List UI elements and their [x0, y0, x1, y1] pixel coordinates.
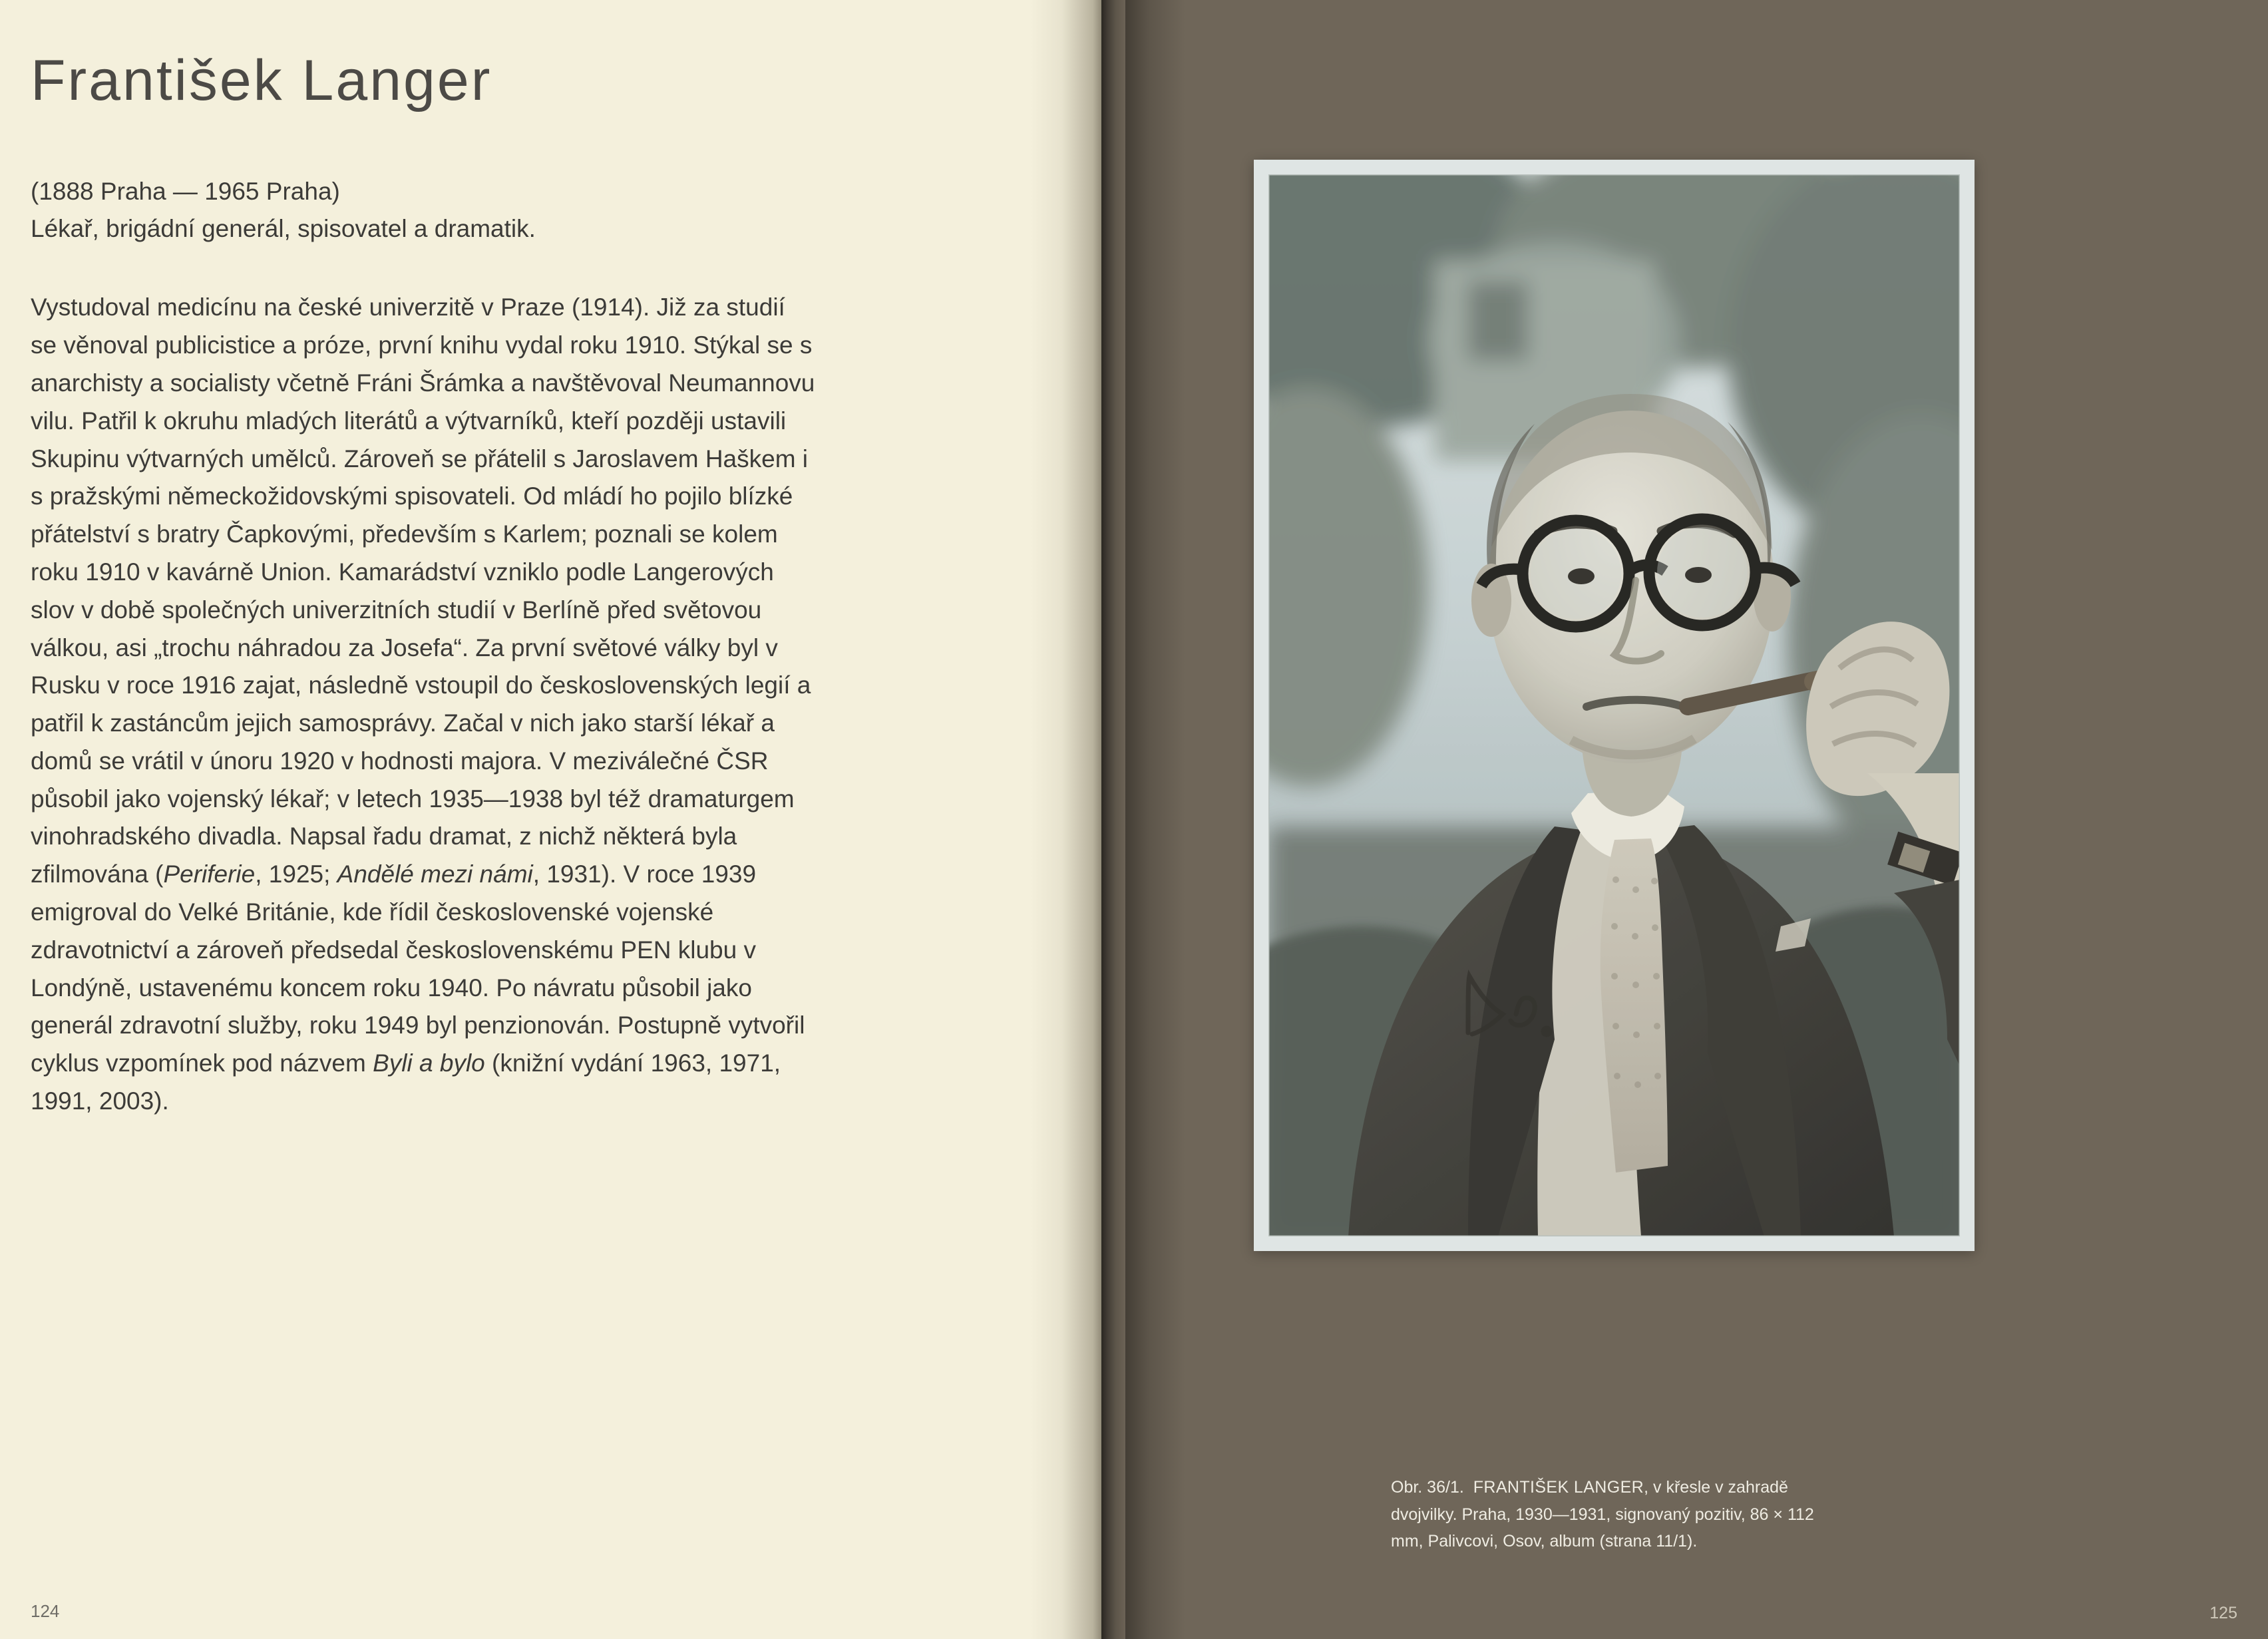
portrait-photograph	[1268, 174, 1960, 1236]
portrait-photograph-graphic	[1268, 174, 1960, 1236]
gutter-shadow-right	[1125, 0, 1185, 1639]
left-page	[0, 0, 1101, 1639]
biography-body	[31, 289, 816, 1120]
photo-mount	[1254, 160, 1975, 1251]
biography-paragraph: Vystudoval medicínu na české univerzitě v Praze (1914). Již za studií se věnoval publicistice a próze, první knihu vydal roku 1910. Stýkal se s anarchisty a socialisty včetně Fráni Šrámka a navštěvoval Neumannovu vilu. Patřil k okruhu mladých literátů a výtvarníků, kteří později ustavili Skupinu výtvarných umělců. Zároveň se přátelil s Jaroslavem Haškem i s pražskými německožidovskými spisovateli. Od mládí ho pojilo blízké přátelství s bratry Čapkovými, především s Karlem; poznali se kolem roku 1910 v kavárně Union. Kamarádství vzniklo podle Langerových slov v době společných univerzitních studií v Berlíně před světovou válkou, asi „trochu náhradou za Josefa“. Za první světové války byl v Rusku v roce 1916 zajat, následně vstoupil do československých legií a patřil k zastáncům jejich samosprávy. Začal v nich jako starší lékař a domů se vrátil v únoru 1920 v hodnosti majora. V meziválečné ČSR působil jako vojenský lékař; v letech 1935—1938 byl též dramaturgem vinohradského divadla. Napsal řadu dramat, z nichž některá byla zfilmována (Periferie, 1925; Andělé mezi námi, 1931). V roce 1939 emigroval do Velké Británie, kde řídil československé vojenské zdravotnictví a zároveň předsedal československému PEN klubu v Londýně, ustavenému koncem roku 1940. Po návratu působil jako generál zdravotní služby, roku 1949 byl penzionován. Postupně vytvořil cyklus vzpomínek pod názvem Byli a bylo (knižní vydání 1963, 1971, 1991, 2003).	[31, 293, 815, 1115]
profession-line: Lékař, brigádní generál, spisovatel a dramatik.	[31, 215, 536, 243]
life-dates: (1888 Praha — 1965 Praha)	[31, 178, 340, 205]
biography-meta	[31, 173, 816, 248]
page-title: František Langer	[31, 49, 492, 112]
folio-left: 124	[31, 1601, 60, 1621]
photo-caption: Obr. 36/1. FRANTIŠEK LANGER, v křesle v zahradě dvojvilky. Praha, 1930—1931, signovaný pozitiv, 86 × 112 mm, Palivcovi, Osov, album (strana 11/1).	[1391, 1478, 1814, 1550]
right-page	[1125, 0, 2268, 1639]
folio-right: 125	[2209, 1604, 2237, 1622]
left-page-content	[0, 0, 816, 1121]
book-binding	[1101, 0, 1125, 1639]
gutter-shadow-left	[1030, 0, 1101, 1639]
